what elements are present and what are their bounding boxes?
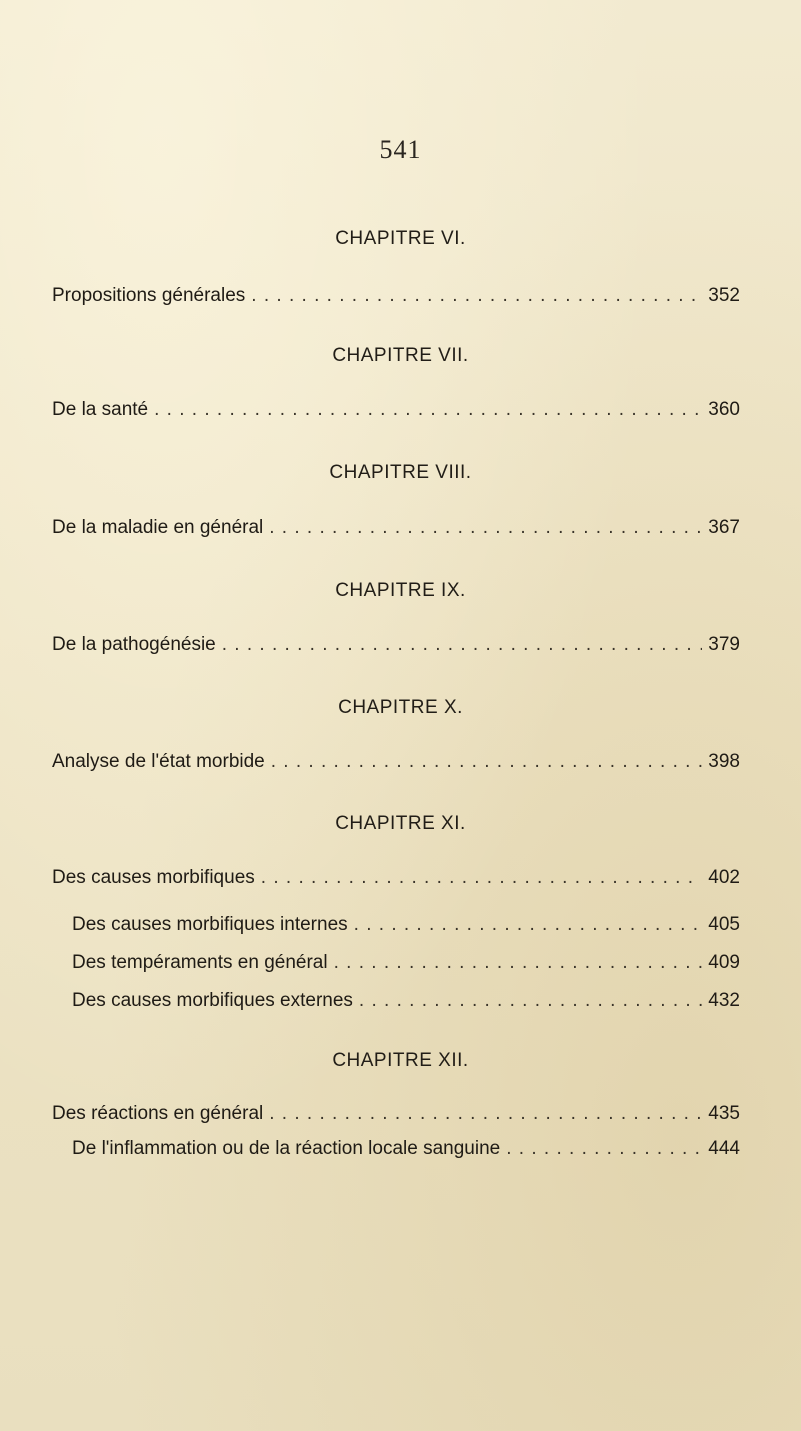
toc-entry-page: 352 bbox=[708, 285, 740, 306]
chapter-heading: CHAPITRE XI. bbox=[335, 813, 466, 834]
toc-entry-title: Des causes morbifiques externes bbox=[72, 990, 353, 1011]
dot-leader bbox=[334, 952, 702, 974]
toc-entry-title: De la maladie en général bbox=[52, 517, 264, 538]
toc-entry-title: Des réactions en général bbox=[52, 1103, 264, 1124]
dot-leader bbox=[269, 1103, 702, 1125]
toc-entry-title: Propositions générales bbox=[52, 285, 246, 306]
toc-entry-title: De l'inflammation ou de la réaction locale sanguine bbox=[72, 1138, 501, 1159]
dot-leader bbox=[506, 1138, 702, 1160]
dot-leader bbox=[251, 285, 702, 307]
toc-entry bbox=[52, 867, 740, 889]
toc-entry-title: Des tempéraments en général bbox=[72, 952, 328, 973]
toc-entry-title: Des causes morbifiques internes bbox=[72, 914, 348, 935]
chapter-heading: CHAPITRE VIII. bbox=[329, 462, 472, 483]
dot-leader bbox=[261, 867, 702, 889]
toc-entry bbox=[52, 634, 740, 656]
chapter-heading: CHAPITRE VII. bbox=[332, 345, 469, 366]
toc-entry-page: 409 bbox=[708, 952, 740, 973]
toc-entry bbox=[52, 285, 740, 307]
toc-entry-title: De la pathogénésie bbox=[52, 634, 216, 655]
toc-entry-title: Analyse de l'état morbide bbox=[52, 751, 265, 772]
dot-leader bbox=[154, 399, 702, 421]
toc-entry-page: 398 bbox=[708, 751, 740, 772]
toc-entry-title: Des causes morbifiques bbox=[52, 867, 255, 888]
dot-leader bbox=[354, 914, 702, 936]
dot-leader bbox=[271, 751, 702, 773]
dot-leader bbox=[269, 517, 702, 539]
toc-entry-page: 432 bbox=[708, 990, 740, 1011]
toc-entry-page: 367 bbox=[708, 517, 740, 538]
toc-entry-page: 444 bbox=[708, 1138, 740, 1159]
chapter-heading: CHAPITRE VI. bbox=[335, 228, 466, 249]
toc-subentry bbox=[72, 1138, 740, 1160]
chapter-heading: CHAPITRE XII. bbox=[332, 1050, 469, 1071]
toc-entry-page: 402 bbox=[708, 867, 740, 888]
toc-entry bbox=[52, 517, 740, 539]
toc-entry-page: 379 bbox=[708, 634, 740, 655]
toc-entry-page: 360 bbox=[708, 399, 740, 420]
toc-subentry bbox=[72, 914, 740, 936]
toc-entry bbox=[52, 1103, 740, 1125]
page-number: 541 bbox=[379, 135, 422, 164]
chapter-heading: CHAPITRE IX. bbox=[335, 580, 466, 601]
toc-entry-page: 405 bbox=[708, 914, 740, 935]
toc-entry bbox=[52, 751, 740, 773]
toc-entry-page: 435 bbox=[708, 1103, 740, 1124]
chapter-heading: CHAPITRE X. bbox=[338, 697, 463, 718]
toc-entry-title: De la santé bbox=[52, 399, 149, 420]
dot-leader bbox=[359, 990, 702, 1012]
dot-leader bbox=[222, 634, 702, 656]
toc-subentry bbox=[72, 990, 740, 1012]
toc-entry bbox=[52, 399, 740, 421]
toc-subentry bbox=[72, 952, 740, 974]
